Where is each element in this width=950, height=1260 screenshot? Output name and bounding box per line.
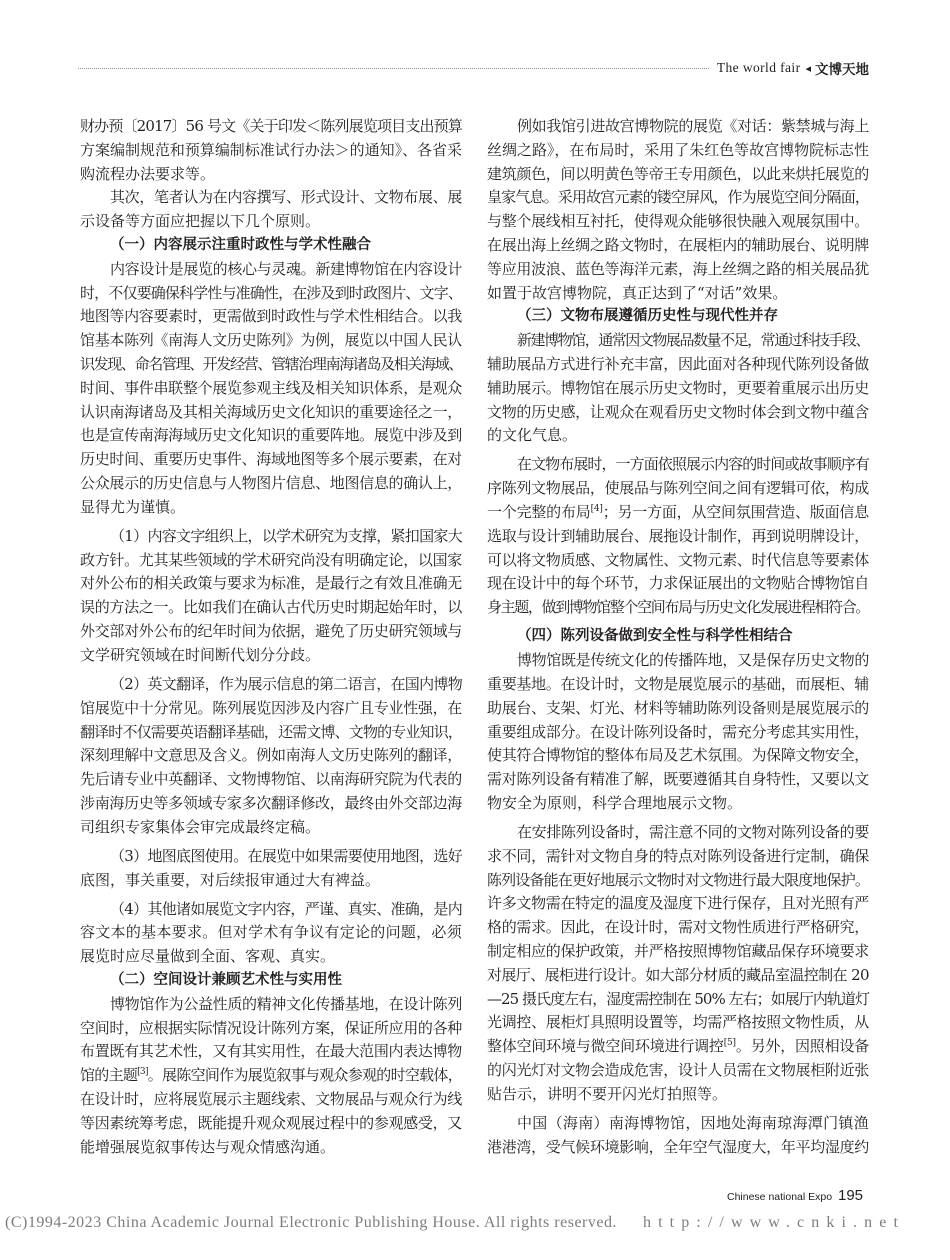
- page-number: 195: [838, 1187, 864, 1204]
- text-line: 建筑颜色，间以明黄色等帝王专用颜色，以此来烘托展览的: [487, 164, 869, 183]
- text-line: 陈列设备能在更好地展示文物时对文物进行最大限度地保护。: [487, 870, 869, 889]
- text-line: 使其符合博物馆的整体布局及艺术氛围。为保障文物安全，: [487, 746, 869, 765]
- text-line: 序陈列文物展品，使展品与陈列空间之间有逻辑可依，构成: [487, 479, 869, 498]
- text-segment: 。另外，因照相设备: [735, 1037, 869, 1056]
- text-line: 内容设计是展览的核心与灵魂。新建博物馆在内容设计: [110, 259, 462, 278]
- section-heading: （三）文物布展遵循历史性与现代性并存: [517, 308, 778, 325]
- text-line: 需对陈列设备有精准了解，既要遵循其自身特性，又要以文: [487, 770, 869, 789]
- text-line: 文物的历史感，让观众在观看历史文物时体会到文物中蕴含: [487, 402, 869, 421]
- text-line: 容文本的基本要求。但对学术有争议有定论的问题，必须: [80, 923, 462, 942]
- paragraph: [487, 649, 869, 816]
- text-line: （2）英文翻译，作为展示信息的第二语言，在国内博物: [110, 674, 462, 693]
- text-line: 先后请专业中英翻译、文物博物馆、以南海研究院为代表的: [80, 770, 462, 789]
- text-line: 求不同，需针对文物自身的特点对陈列设备进行定制，确保: [487, 846, 869, 865]
- text-line: 显得尤为谨慎。: [80, 497, 186, 516]
- text-line: 港港湾，受气候环境影响，全年空气湿度大，年平均湿度约: [487, 1137, 869, 1156]
- text-line: [487, 1035, 869, 1059]
- text-line: 的文化气息。: [487, 426, 578, 445]
- watermark-url: http://www.cnki.net: [643, 1214, 905, 1231]
- paragraph: [487, 115, 869, 305]
- copyright-watermark: (C)1994-2023 China Academic Journal Electronic Publishing House. All rights reserved.: [5, 1214, 617, 1231]
- section-heading: （一）内容展示注重时政性与学术性融合: [110, 236, 371, 253]
- section-heading: （四）陈列设备做到安全性与科学性相结合: [517, 628, 793, 645]
- text-line: 文学研究领域在时间断代划分分歧。: [80, 645, 321, 664]
- text-line: 布置既有其艺术性，又有其实用性，在最大范围内表达博物: [80, 1042, 462, 1061]
- text-line: 例如我馆引进故宫博物院的展览《对话：紫禁城与海上: [517, 117, 869, 135]
- text-line: 馆展览中十分常见。陈列展览因涉及内容广且专业性强，在: [80, 698, 462, 717]
- paragraph: [487, 821, 869, 1107]
- text-line: 与整个展线相互衬托，使得观众能够很快融入观展氛围中。: [487, 212, 869, 231]
- text-line: 如置于故宫博物院，真正达到了“对话”效果。: [487, 283, 788, 302]
- left-column: [80, 115, 462, 1159]
- text-line: 可以将文物质感、文物属性、文物元素、时代信息等要素体: [487, 550, 869, 569]
- text-line: 司组织专家集体会审完成最终定稿。: [80, 817, 321, 836]
- text-line: 涉南海历史等多领域专家多次翻译修改，最终由外交部边海: [80, 793, 462, 812]
- text-line: 助展台、支架、灯光、材料等辅助陈列设备则是展览展示的: [487, 698, 869, 717]
- right-column: [487, 115, 869, 1159]
- text-line: 制定相应的保护政策，并严格按照博物馆藏品保存环境要求: [487, 941, 869, 960]
- text-line: 也是宣传南海海域历史文化知识的重要阵地。展览中涉及到: [80, 426, 462, 445]
- text-segment: 。展陈空间作为展览叙事与观众参观的时空载体，: [147, 1066, 462, 1085]
- text-line: 的闪光灯对文物会造成危害，设计人员需在文物展柜附近张: [487, 1060, 869, 1079]
- text-segment: ；另一方面，从空间氛围营造、版面信息: [602, 503, 869, 522]
- text-line: 空间时，应根据实际情况设计陈列方案，保证所应用的各种: [80, 1018, 462, 1037]
- header-dotted-rule: [78, 68, 709, 69]
- text-line: 博物馆既是传统文化的传播阵地，又是保存历史文物的: [517, 651, 869, 670]
- paragraph: [80, 845, 462, 893]
- text-segment: 馆的主题: [80, 1066, 138, 1085]
- text-line: 时，不仅要确保科学性与准确性，在涉及到时政图片、文字、: [80, 283, 462, 302]
- text-line: 等应用波浪、蓝色等海洋元素，海上丝绸之路的相关展品犹: [487, 259, 869, 278]
- text-line: 在文物布展时，一方面依照展示内容的时间或故事顺序有: [517, 455, 869, 474]
- text-line: —25 摄氏度左右，湿度需控制在 50% 左右；如展厅内轨道灯: [487, 989, 869, 1008]
- paragraph: [80, 258, 462, 520]
- paragraph: [487, 453, 869, 620]
- text-line: [487, 501, 869, 525]
- text-line: 在展出海上丝绸之路文物时，在展柜内的辅助展台、说明牌: [487, 235, 869, 254]
- text-segment: 一个完整的布局: [487, 503, 591, 522]
- text-line: 误的方法之一。比如我们在确认古代历史时期起始年时，以: [80, 598, 462, 617]
- text-line: [80, 1064, 462, 1088]
- section-heading: （二）空间设计兼顾艺术性与实用性: [110, 972, 342, 989]
- text-line: 许多文物需在特定的温度及湿度下进行保存，且对光照有严: [487, 894, 869, 913]
- text-line: 历史时间、重要历史事件、海域地图等多个展示要素，在对: [80, 450, 462, 469]
- text-line: 皇家气息。采用故宫元素的镂空屏风，作为展览空间分隔面，: [487, 188, 869, 207]
- text-line: 格的需求。因此，在设计时，需对文物性质进行严格研究，: [487, 918, 869, 937]
- text-line: 辅助展示。博物馆在展示历史文物时，更要着重展示出历史: [487, 378, 869, 397]
- text-line: 物安全为原则，科学合理地展示文物。: [487, 793, 743, 812]
- text-line: 地图等内容要素时，更需做到时政性与学术性相结合。以我: [80, 307, 462, 326]
- text-line: 示设备等方面应把握以下几个原则。: [80, 212, 321, 231]
- text-line: 对展厅、展柜进行设计。如大部分材质的藏品室温控制在 20: [487, 965, 869, 984]
- text-line: 深刻理解中文意思及含义。例如南海人文历史陈列的翻译，: [80, 746, 462, 765]
- text-line: 身主题，做到博物馆整个空间布局与历史文化发展进程相符合。: [487, 598, 869, 617]
- text-line: 财办预〔2017〕56 号文《关于印发＜陈列展览项目支出预算: [80, 117, 463, 135]
- text-line: 能增强展览叙事传达与观众情感沟通。: [80, 1137, 336, 1156]
- paragraph: [80, 673, 462, 840]
- paragraph: [80, 115, 462, 186]
- text-line: 购流程办法要求等。: [80, 164, 216, 183]
- text-line: 外交部对外公布的纪年时间为依据，避免了历史研究领域与: [80, 622, 462, 641]
- text-line: 时间、事件串联整个展览参观主线及相关知识体系，是观众: [80, 378, 462, 397]
- paragraph: [487, 329, 869, 448]
- section-name: 文博天地: [815, 62, 869, 78]
- running-header: [78, 59, 869, 77]
- text-line: 方案编制规范和预算编制标准试行办法＞的通知》、各省采: [80, 140, 462, 159]
- text-line: 博物馆作为公益性质的精神文化传播基地，在设计陈列: [110, 994, 462, 1013]
- text-line: 中国（海南）南海博物馆，因地处海南琼海潭门镇渔: [517, 1113, 869, 1132]
- citation-ref: [3]: [137, 1067, 148, 1078]
- text-line: （3）地图底图使用。在展览中如果需要使用地图，选好: [110, 846, 462, 865]
- text-line: 认识南海诸岛及其相关海域历史文化知识的重要途径之一，: [80, 402, 462, 421]
- text-line: 在设计时，应将展览展示主题线索、文物展品与观众行为线: [80, 1090, 462, 1109]
- text-line: 翻译时不仅需要英语翻译基础，还需文博、文物的专业知识，: [80, 722, 462, 741]
- triangle-left-icon: ◂: [805, 61, 811, 75]
- journal-name: The world fair: [716, 60, 801, 75]
- paragraph: [80, 525, 462, 668]
- text-line: 重要基地。在设计时，文物是展览展示的基础，而展柜、辅: [487, 674, 869, 693]
- text-line: 重要组成部分。在设计陈列设备时，需充分考虑其实用性，: [487, 722, 869, 741]
- text-line: 等因素统筹考虑，既能提升观众观展过程中的参观感受，又: [80, 1113, 462, 1132]
- text-line: 现在设计中的每个环节，力求保证展出的文物贴合博物馆自: [487, 574, 869, 593]
- paragraph: [80, 898, 462, 969]
- journal-name-footer: Chinese national Expo: [727, 1191, 833, 1203]
- text-line: 公众展示的历史信息与人物图片信息、地图信息的确认上，: [80, 473, 462, 492]
- paragraph: [80, 993, 462, 1160]
- text-line: 对外公布的相关政策与要求为标准，是最行之有效且准确无: [80, 574, 462, 593]
- text-line: 馆基本陈列《南海人文历史陈列》为例，展览以中国人民认: [80, 331, 462, 350]
- text-line: 光调控、展柜灯具照明设置等，均需严格按照文物性质，从: [487, 1013, 869, 1032]
- paragraph: [487, 1112, 869, 1160]
- text-line: （1）内容文字组织上，以学术研究为支撑，紧扣国家大: [110, 526, 462, 545]
- text-line: 在安排陈列设备时，需注意不同的文物对陈列设备的要: [517, 823, 869, 841]
- text-line: 其次，笔者认为在内容撰写、形式设计、文物布展、展: [110, 188, 462, 207]
- citation-ref: [5]: [723, 1038, 736, 1049]
- text-line: 新建博物馆，通常因文物展品数量不足，常通过科技手段、: [517, 331, 869, 350]
- text-segment: 整体空间环境与微空间环境进行调控: [487, 1037, 724, 1056]
- text-line: 选取与设计到辅助展台、展拖设计制作，再到说明牌设计，: [487, 526, 869, 545]
- text-line: 政方针。尤其某些领域的学术研究尚没有明确定论，以国家: [80, 550, 462, 569]
- paragraph: [80, 186, 462, 234]
- citation-ref: [4]: [590, 504, 603, 515]
- text-line: 丝绸之路》，在布局时，采用了朱红色等故宫博物院标志性: [487, 140, 869, 159]
- text-line: 识发现、命名管理、开发经营、管辖治理南海诸岛及相关海域、: [80, 354, 462, 373]
- text-line: 底图，事关重要，对后续报审通过大有裨益。: [80, 870, 381, 889]
- text-line: 展览时应尽量做到全面、客观、真实。: [80, 947, 336, 966]
- text-line: （4）其他诸如展览文字内容，严谨、真实、准确，是内: [110, 899, 462, 918]
- text-line: 辅助展品方式进行补充丰富，因此面对各种现代陈列设备做: [487, 354, 869, 373]
- text-line: 贴告示，讲明不要开闪光灯拍照等。: [487, 1084, 728, 1103]
